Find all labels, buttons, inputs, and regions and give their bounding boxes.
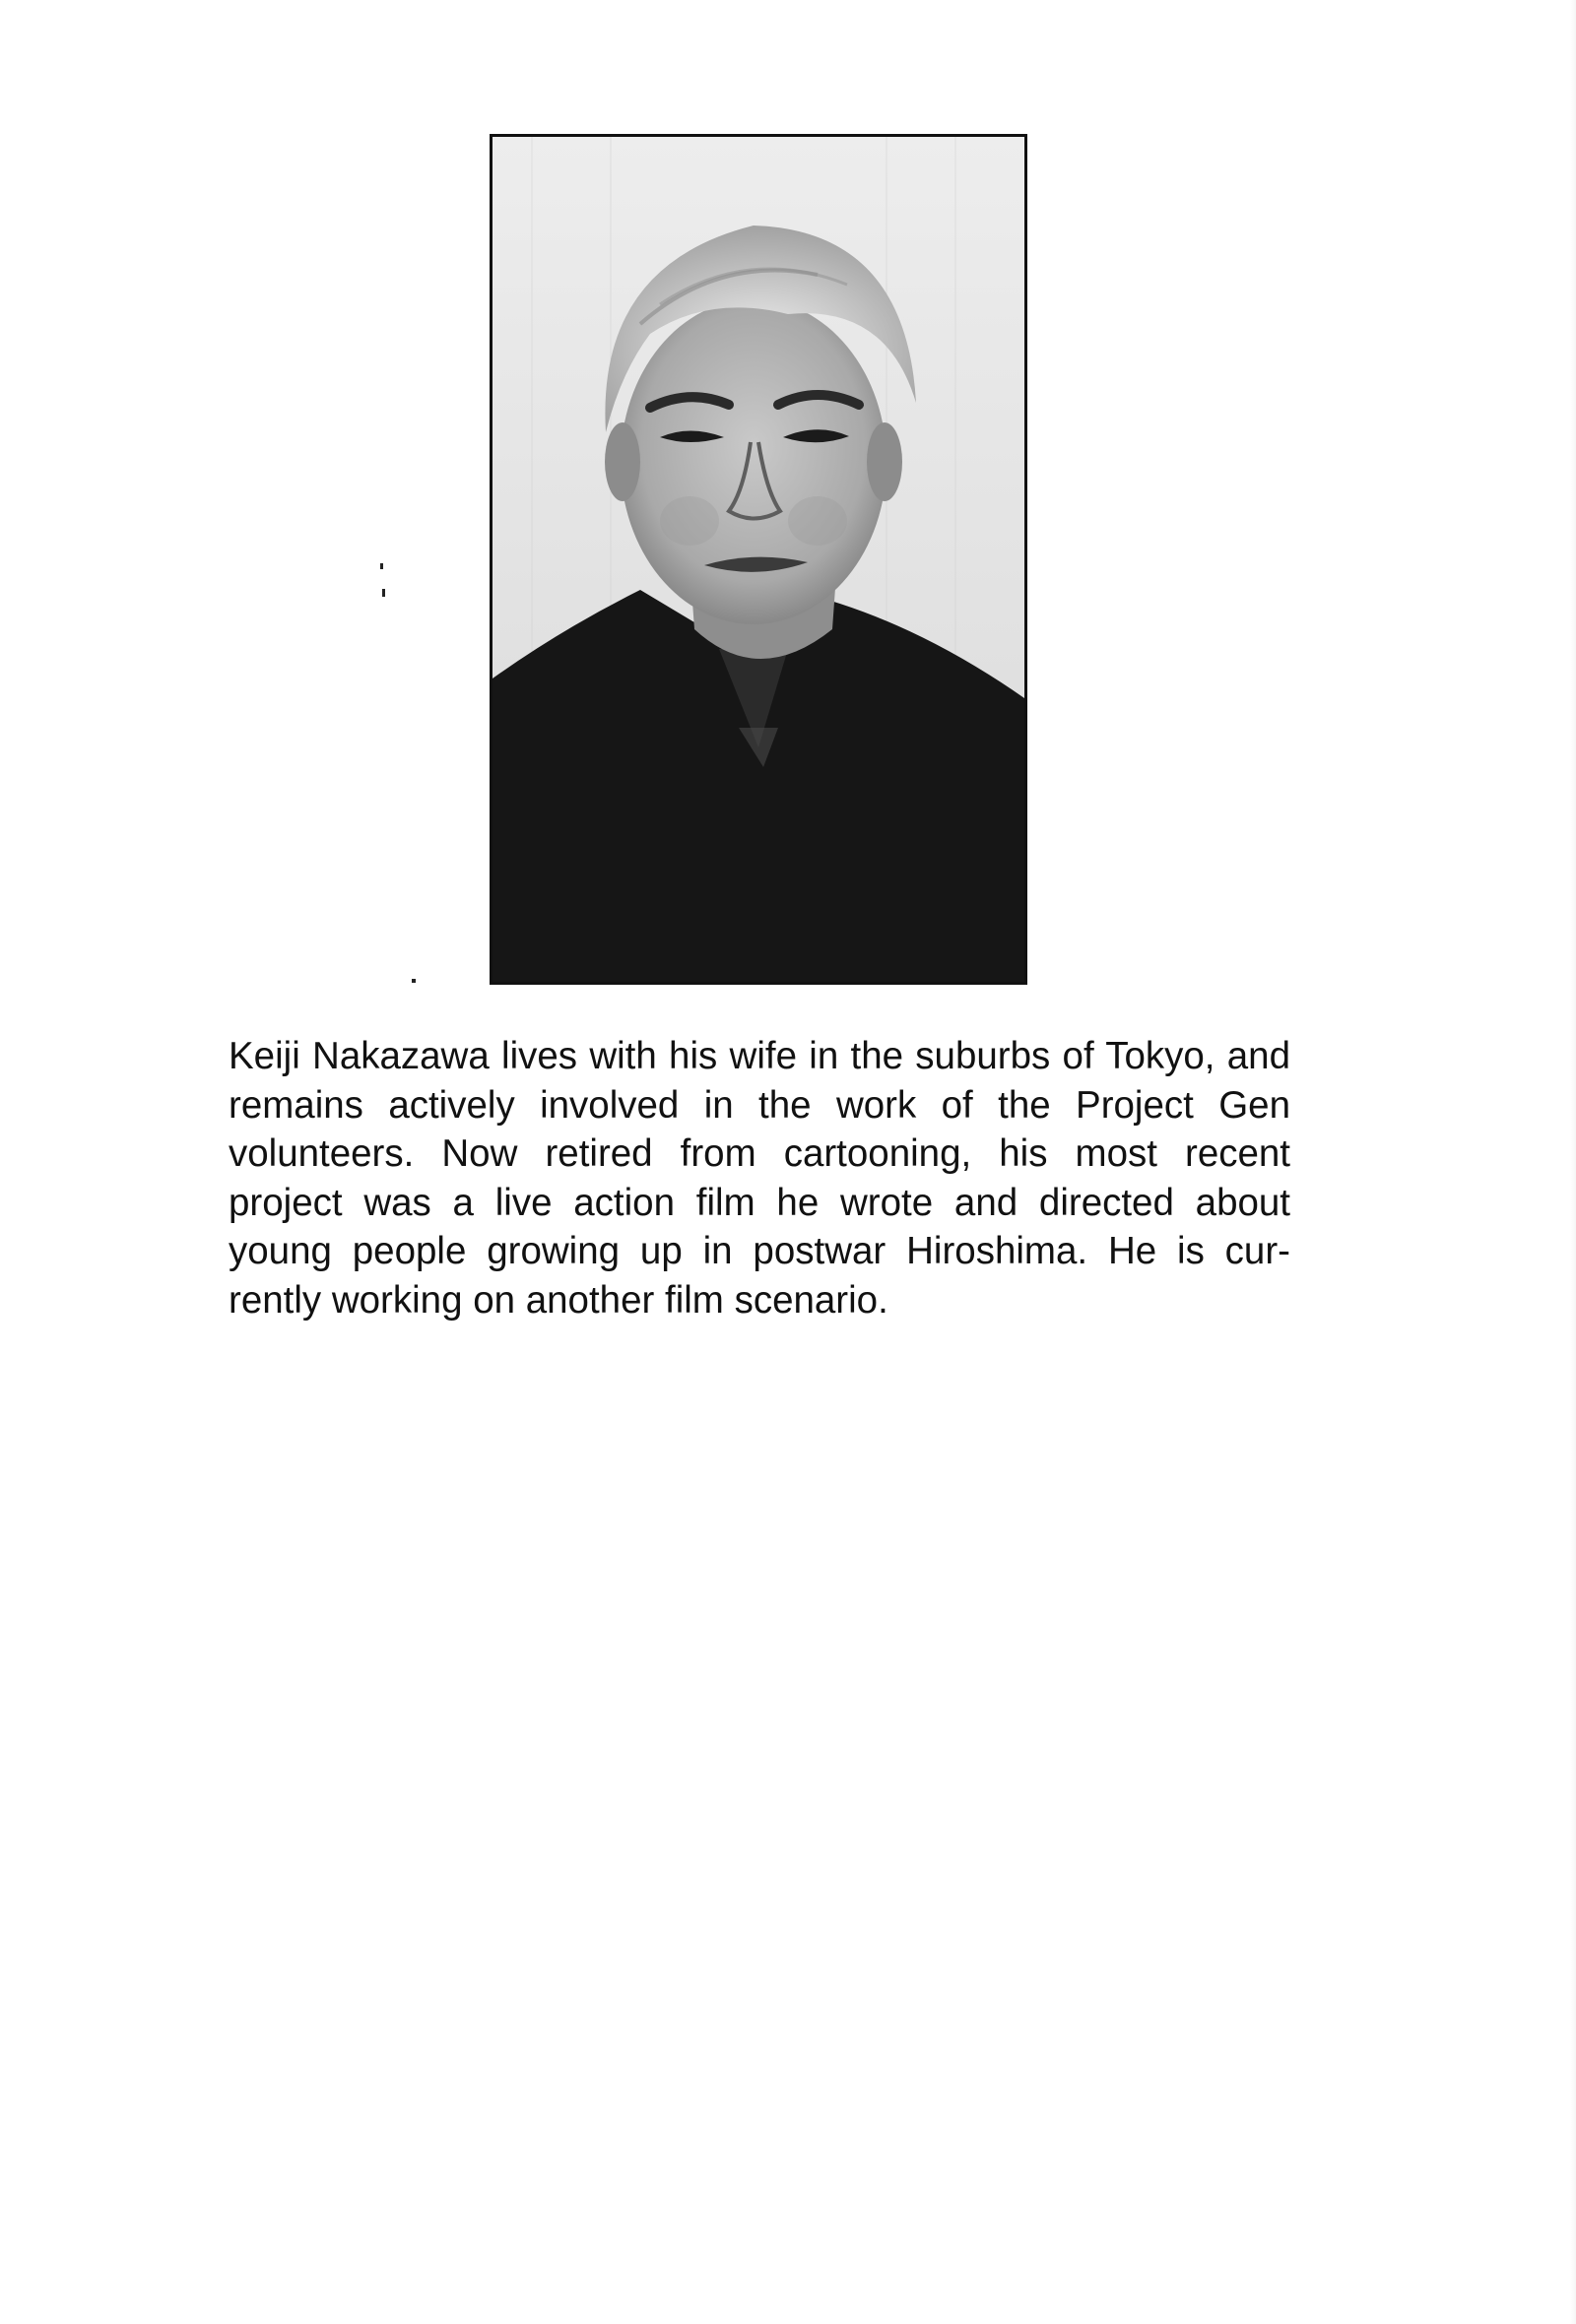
scan-speck — [382, 589, 385, 597]
author-photo — [490, 134, 1027, 985]
page-edge-shadow — [1570, 0, 1576, 2324]
author-portrait-illustration — [492, 137, 1024, 982]
author-biography: Keiji Nakazawa lives with his wife in the suburbs of Tokyo, and remains actively involved in the work of the Project Gen volunteers. Now retired from cartooning, his most recent project was a live action film he wrote and directed about young people growing up in postwar Hiroshima. He is cur-rently working on another film scenario. — [229, 1035, 1290, 1322]
scan-speck — [412, 979, 416, 983]
scan-speck — [380, 563, 383, 569]
